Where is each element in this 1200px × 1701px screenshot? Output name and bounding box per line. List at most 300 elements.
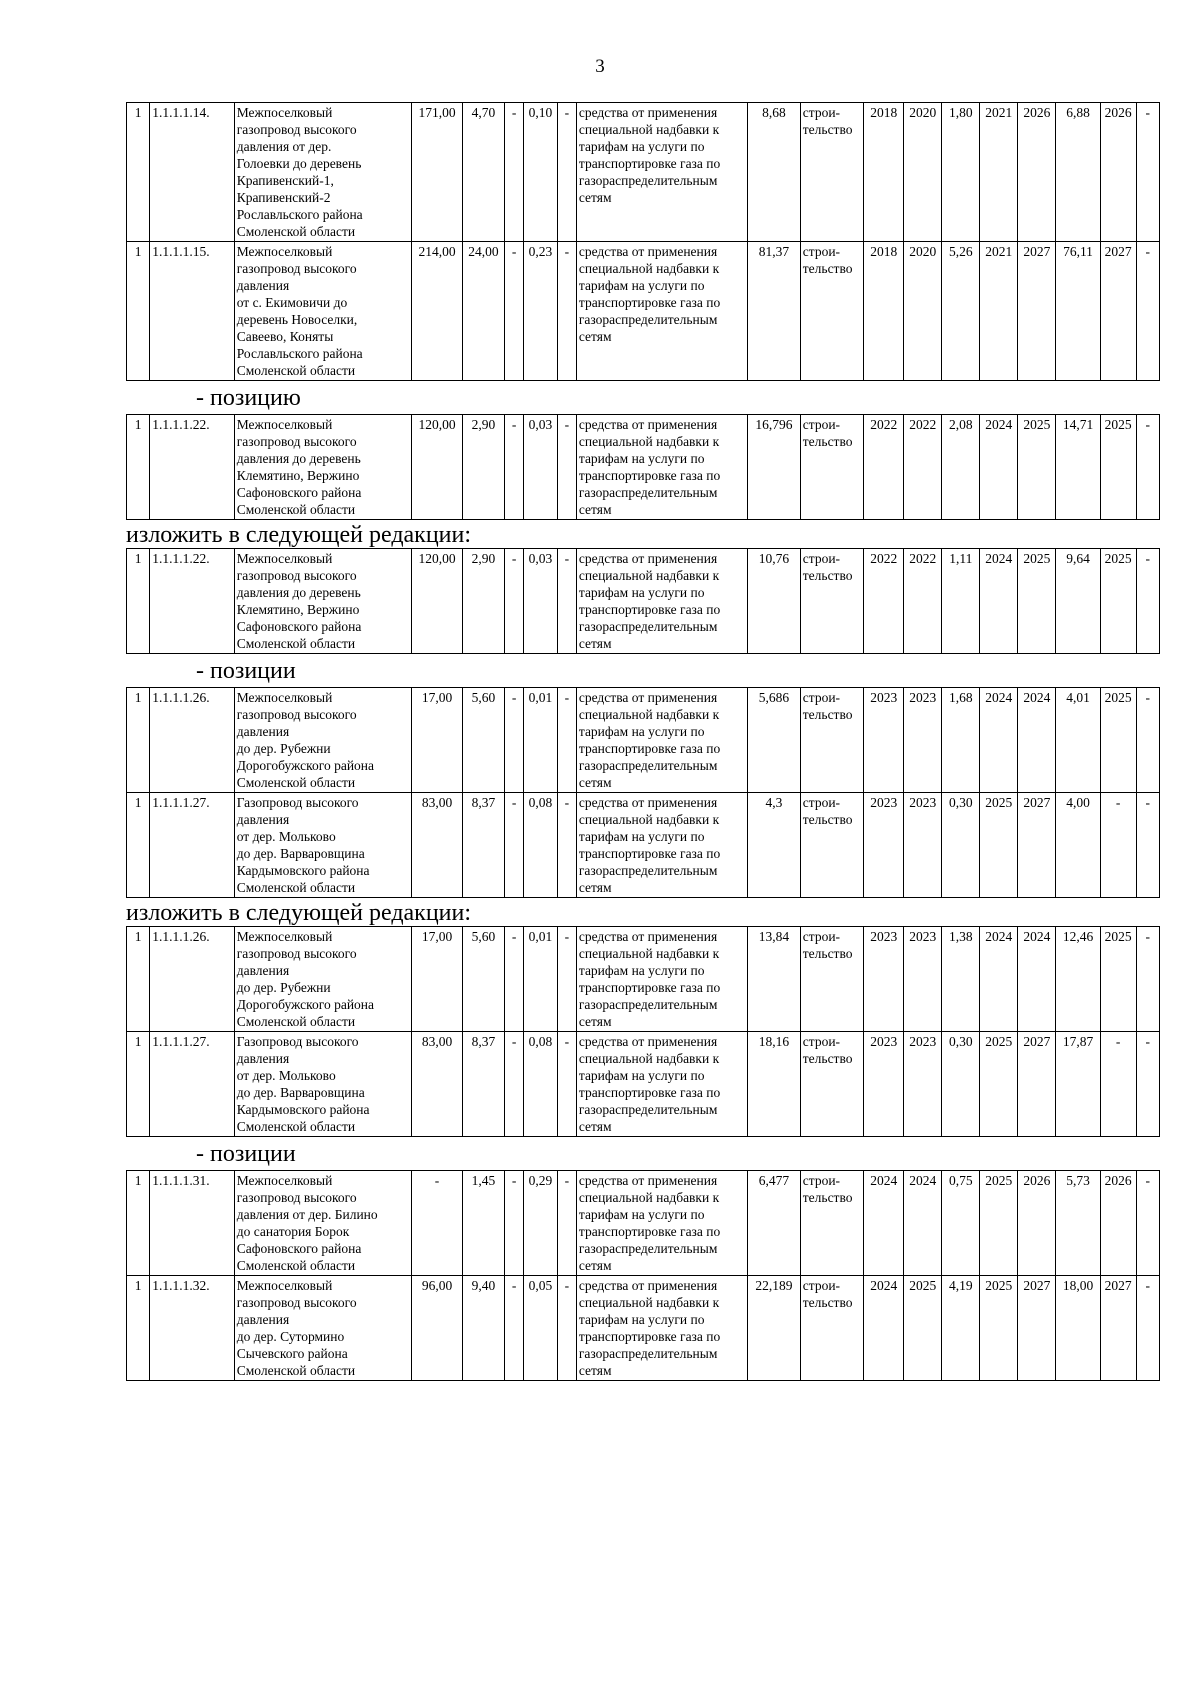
cell-line: средства от применения <box>578 1278 718 1293</box>
cell-c4: 0,01 <box>524 688 558 793</box>
cell-last: - <box>1136 793 1159 898</box>
cell-v2: 18,00 <box>1056 1276 1100 1381</box>
cell-y4: 2025 <box>1018 415 1056 520</box>
cell-line: от с. Екимовичи до <box>236 295 348 310</box>
cell-line: Кардымовского района <box>236 863 370 878</box>
cell-c4: 0,08 <box>524 1032 558 1137</box>
cell-src <box>576 1171 747 1276</box>
cell-desc <box>234 793 411 898</box>
cell-cost: 10,76 <box>747 549 800 654</box>
cell-line: Клемятино, Вержино <box>236 468 360 483</box>
cell-c5: - <box>557 793 576 898</box>
cell-line: газораспределительным <box>578 173 718 188</box>
cell-y1: 2022 <box>864 415 904 520</box>
cell-line: тельство <box>802 1295 853 1310</box>
cell-line: тельство <box>802 1051 853 1066</box>
cell-idx: 1 <box>127 415 150 520</box>
cell-line: транспортировке газа по <box>578 295 721 310</box>
cell-c4: 0,05 <box>524 1276 558 1381</box>
cell-c5: - <box>557 103 576 242</box>
cell-cost: 18,16 <box>747 1032 800 1137</box>
cell-line: до дер. Сутормино <box>236 1329 345 1344</box>
cell-c2: 9,40 <box>462 1276 504 1381</box>
cell-line: тельство <box>802 434 853 449</box>
cell-line: деревень Новоселки, <box>236 312 358 327</box>
cell-line: сетям <box>578 775 612 790</box>
spacer <box>126 1381 1160 1395</box>
cell-code: 1.1.1.1.32. <box>150 1276 234 1381</box>
cell-line: газораспределительным <box>578 485 718 500</box>
cell-v2: 9,64 <box>1056 549 1100 654</box>
cell-src <box>576 927 747 1032</box>
cell-y5: 2027 <box>1100 1276 1136 1381</box>
cell-line: средства от применения <box>578 244 718 259</box>
cell-type <box>800 688 863 793</box>
cell-line: газораспределительным <box>578 758 718 773</box>
cell-desc <box>234 549 411 654</box>
cell-c5: - <box>557 549 576 654</box>
cell-c5: - <box>557 1276 576 1381</box>
cell-line: Межпоселковый <box>236 929 333 944</box>
cell-line: Голоевки до деревень <box>236 156 362 171</box>
cell-last: - <box>1136 927 1159 1032</box>
cell-code: 1.1.1.1.26. <box>150 927 234 1032</box>
cell-line: давления <box>236 812 290 827</box>
cell-c3: - <box>505 242 524 381</box>
cell-idx: 1 <box>127 242 150 381</box>
cell-line: тарифам на услуги по <box>578 585 705 600</box>
cell-line: средства от применения <box>578 795 718 810</box>
cell-y1: 2023 <box>864 1032 904 1137</box>
cell-idx: 1 <box>127 1276 150 1381</box>
cell-code: 1.1.1.1.31. <box>150 1171 234 1276</box>
cell-line: строи- <box>802 1278 841 1293</box>
positions-table <box>126 414 1160 520</box>
cell-y3: 2025 <box>980 793 1018 898</box>
cell-line: Рославльского района <box>236 346 363 361</box>
cell-v1: 5,26 <box>942 242 980 381</box>
cell-v1: 4,19 <box>942 1276 980 1381</box>
cell-line: газопровод высокого <box>236 261 357 276</box>
cell-line: средства от применения <box>578 929 718 944</box>
cell-line: Межпоселковый <box>236 244 333 259</box>
table-row <box>127 549 1160 654</box>
cell-line: Дорогобужского района <box>236 997 375 1012</box>
cell-c5: - <box>557 1032 576 1137</box>
cell-last: - <box>1136 1032 1159 1137</box>
cell-y1: 2023 <box>864 927 904 1032</box>
cell-c2: 2,90 <box>462 549 504 654</box>
cell-c3: - <box>505 1032 524 1137</box>
cell-c1: 120,00 <box>412 549 463 654</box>
cell-y3: 2024 <box>980 688 1018 793</box>
cell-line: давления до деревень <box>236 585 361 600</box>
cell-line: тарифам на услуги по <box>578 451 705 466</box>
cell-idx: 1 <box>127 549 150 654</box>
cell-line: транспортировке газа по <box>578 741 721 756</box>
cell-y4: 2024 <box>1018 688 1056 793</box>
cell-line: Смоленской области <box>236 775 356 790</box>
cell-line: тарифам на услуги по <box>578 829 705 844</box>
cell-c1: 171,00 <box>412 103 463 242</box>
cell-line: Клемятино, Вержино <box>236 602 360 617</box>
cell-c1: 83,00 <box>412 1032 463 1137</box>
cell-y4: 2024 <box>1018 927 1056 1032</box>
cell-c3: - <box>505 1276 524 1381</box>
cell-line: Газопровод высокого <box>236 1034 359 1049</box>
cell-line: тельство <box>802 1190 853 1205</box>
cell-v1: 2,08 <box>942 415 980 520</box>
cell-code: 1.1.1.1.27. <box>150 793 234 898</box>
cell-line: от дер. Мольково <box>236 1068 336 1083</box>
cell-line: тарифам на услуги по <box>578 1207 705 1222</box>
cell-y1: 2018 <box>864 103 904 242</box>
cell-line: газопровод высокого <box>236 122 357 137</box>
section-header-position: - позицию <box>196 385 301 411</box>
cell-line: Межпоселковый <box>236 1278 333 1293</box>
cell-line: Дорогобужского района <box>236 758 375 773</box>
cell-y2: 2020 <box>904 242 942 381</box>
cell-line: специальной надбавки к <box>578 261 720 276</box>
positions-table <box>126 548 1160 654</box>
table-row <box>127 1171 1160 1276</box>
cell-v2: 17,87 <box>1056 1032 1100 1137</box>
cell-line: до санатория Борок <box>236 1224 350 1239</box>
cell-c2: 2,90 <box>462 415 504 520</box>
cell-line: Межпоселковый <box>236 690 333 705</box>
section-header-position: - позиции <box>196 658 296 684</box>
cell-last: - <box>1136 549 1159 654</box>
cell-line: давления от дер. Билино <box>236 1207 378 1222</box>
cell-line: специальной надбавки к <box>578 1295 720 1310</box>
section-header-new-edition: изложить в следующей редакции: <box>126 900 472 926</box>
cell-c3: - <box>505 549 524 654</box>
cell-c5: - <box>557 242 576 381</box>
cell-c2: 5,60 <box>462 688 504 793</box>
cell-c4: 0,01 <box>524 927 558 1032</box>
cell-line: газораспределительным <box>578 1241 718 1256</box>
cell-line: Сафоновского района <box>236 1241 362 1256</box>
cell-line: газораспределительным <box>578 1102 718 1117</box>
cell-line: сетям <box>578 1258 612 1273</box>
cell-c1: 120,00 <box>412 415 463 520</box>
cell-line: сетям <box>578 1014 612 1029</box>
cell-c1: 214,00 <box>412 242 463 381</box>
cell-line: до дер. Варваровщина <box>236 1085 365 1100</box>
cell-desc <box>234 688 411 793</box>
cell-v1: 1,80 <box>942 103 980 242</box>
cell-line: газораспределительным <box>578 863 718 878</box>
cell-line: строи- <box>802 417 841 432</box>
cell-c1: 17,00 <box>412 688 463 793</box>
cell-line: тарифам на услуги по <box>578 278 705 293</box>
cell-line: до дер. Рубежни <box>236 741 331 756</box>
cell-cost: 5,686 <box>747 688 800 793</box>
cell-line: сетям <box>578 502 612 517</box>
cell-line: строи- <box>802 795 841 810</box>
cell-idx: 1 <box>127 688 150 793</box>
cell-c4: 0,23 <box>524 242 558 381</box>
cell-c5: - <box>557 927 576 1032</box>
cell-line: от дер. Мольково <box>236 829 336 844</box>
cell-y5: 2026 <box>1100 1171 1136 1276</box>
cell-c2: 1,45 <box>462 1171 504 1276</box>
cell-c3: - <box>505 793 524 898</box>
cell-line: средства от применения <box>578 105 718 120</box>
cell-c3: - <box>505 415 524 520</box>
cell-line: Крапивенский-2 <box>236 190 331 205</box>
cell-line: специальной надбавки к <box>578 946 720 961</box>
cell-line: транспортировке газа по <box>578 602 721 617</box>
cell-last: - <box>1136 1276 1159 1381</box>
cell-type <box>800 927 863 1032</box>
cell-last: - <box>1136 242 1159 381</box>
cell-line: давления <box>236 278 290 293</box>
cell-c3: - <box>505 103 524 242</box>
cell-line: Кардымовского района <box>236 1102 370 1117</box>
cell-y5: - <box>1100 1032 1136 1137</box>
page-number: 3 <box>595 56 605 77</box>
cell-line: тарифам на услуги по <box>578 139 705 154</box>
cell-line: Сычевского района <box>236 1346 348 1361</box>
cell-line: тарифам на услуги по <box>578 724 705 739</box>
cell-desc <box>234 242 411 381</box>
cell-c2: 5,60 <box>462 927 504 1032</box>
cell-line: Сафоновского района <box>236 485 362 500</box>
cell-y4: 2027 <box>1018 1276 1056 1381</box>
cell-line: тельство <box>802 946 853 961</box>
cell-line: тельство <box>802 261 853 276</box>
cell-line: транспортировке газа по <box>578 846 721 861</box>
cell-y4: 2026 <box>1018 103 1056 242</box>
cell-idx: 1 <box>127 793 150 898</box>
cell-v2: 5,73 <box>1056 1171 1100 1276</box>
cell-y2: 2023 <box>904 927 942 1032</box>
cell-line: Межпоселковый <box>236 105 333 120</box>
cell-line: газопровод высокого <box>236 568 357 583</box>
table-row <box>127 927 1160 1032</box>
cell-c4: 0,03 <box>524 549 558 654</box>
cell-line: Смоленской области <box>236 636 356 651</box>
cell-line: строи- <box>802 1173 841 1188</box>
cell-src <box>576 242 747 381</box>
cell-y1: 2023 <box>864 793 904 898</box>
cell-line: специальной надбавки к <box>578 1190 720 1205</box>
cell-v2: 4,01 <box>1056 688 1100 793</box>
cell-line: специальной надбавки к <box>578 568 720 583</box>
cell-idx: 1 <box>127 103 150 242</box>
cell-y2: 2022 <box>904 549 942 654</box>
cell-line: газопровод высокого <box>236 946 357 961</box>
cell-line: давления <box>236 1312 290 1327</box>
cell-src <box>576 103 747 242</box>
cell-line: сетям <box>578 1363 612 1378</box>
cell-c1: 96,00 <box>412 1276 463 1381</box>
cell-y5: 2025 <box>1100 549 1136 654</box>
cell-y2: 2025 <box>904 1276 942 1381</box>
cell-line: строи- <box>802 929 841 944</box>
cell-cost: 81,37 <box>747 242 800 381</box>
cell-line: средства от применения <box>578 690 718 705</box>
cell-v1: 0,75 <box>942 1171 980 1276</box>
cell-line: сетям <box>578 329 612 344</box>
cell-desc <box>234 1171 411 1276</box>
cell-line: специальной надбавки к <box>578 707 720 722</box>
cell-line: специальной надбавки к <box>578 812 720 827</box>
cell-y2: 2023 <box>904 688 942 793</box>
cell-v2: 4,00 <box>1056 793 1100 898</box>
cell-y3: 2024 <box>980 927 1018 1032</box>
cell-y4: 2027 <box>1018 1032 1056 1137</box>
cell-line: строи- <box>802 105 841 120</box>
table-row <box>127 415 1160 520</box>
cell-line: тельство <box>802 812 853 827</box>
cell-type <box>800 1276 863 1381</box>
cell-line: Смоленской области <box>236 1258 356 1273</box>
cell-line: Смоленской области <box>236 1363 356 1378</box>
cell-line: газопровод высокого <box>236 1190 357 1205</box>
cell-line: давления <box>236 724 290 739</box>
cell-cost: 22,189 <box>747 1276 800 1381</box>
cell-y1: 2024 <box>864 1171 904 1276</box>
cell-line: транспортировке газа по <box>578 468 721 483</box>
cell-src <box>576 415 747 520</box>
cell-line: Рославльского района <box>236 207 363 222</box>
cell-src <box>576 1276 747 1381</box>
cell-src <box>576 688 747 793</box>
section-header-position: - позиции <box>196 1141 296 1167</box>
cell-c4: 0,08 <box>524 793 558 898</box>
cell-type <box>800 242 863 381</box>
cell-line: Смоленской области <box>236 880 356 895</box>
cell-c2: 24,00 <box>462 242 504 381</box>
cell-line: давления от дер. <box>236 139 332 154</box>
cell-code: 1.1.1.1.15. <box>150 242 234 381</box>
cell-y2: 2022 <box>904 415 942 520</box>
cell-line: строи- <box>802 551 841 566</box>
cell-line: газораспределительным <box>578 312 718 327</box>
cell-line: тельство <box>802 122 853 137</box>
table-row <box>127 103 1160 242</box>
cell-line: сетям <box>578 1119 612 1134</box>
cell-idx: 1 <box>127 927 150 1032</box>
table-row <box>127 688 1160 793</box>
cell-y1: 2024 <box>864 1276 904 1381</box>
cell-line: транспортировке газа по <box>578 980 721 995</box>
cell-code: 1.1.1.1.22. <box>150 415 234 520</box>
cell-c1: - <box>412 1171 463 1276</box>
cell-line: транспортировке газа по <box>578 1329 721 1344</box>
cell-line: газораспределительным <box>578 997 718 1012</box>
cell-line: Газопровод высокого <box>236 795 359 810</box>
cell-line: строи- <box>802 1034 841 1049</box>
cell-c4: 0,10 <box>524 103 558 242</box>
cell-type <box>800 103 863 242</box>
cell-line: специальной надбавки к <box>578 434 720 449</box>
cell-y4: 2027 <box>1018 242 1056 381</box>
cell-cost: 4,3 <box>747 793 800 898</box>
cell-line: Смоленской области <box>236 363 356 378</box>
cell-line: тарифам на услуги по <box>578 1312 705 1327</box>
cell-line: специальной надбавки к <box>578 122 720 137</box>
cell-type <box>800 549 863 654</box>
cell-type <box>800 1032 863 1137</box>
cell-y3: 2024 <box>980 549 1018 654</box>
cell-c5: - <box>557 415 576 520</box>
cell-line: давления <box>236 963 290 978</box>
cell-v1: 0,30 <box>942 1032 980 1137</box>
cell-line: тарифам на услуги по <box>578 1068 705 1083</box>
table-row <box>127 1032 1160 1137</box>
cell-y2: 2024 <box>904 1171 942 1276</box>
cell-line: Смоленской области <box>236 224 356 239</box>
cell-last: - <box>1136 415 1159 520</box>
cell-y3: 2025 <box>980 1276 1018 1381</box>
cell-y3: 2025 <box>980 1171 1018 1276</box>
cell-line: Смоленской области <box>236 502 356 517</box>
cell-c5: - <box>557 688 576 793</box>
cell-y3: 2021 <box>980 242 1018 381</box>
cell-src <box>576 793 747 898</box>
cell-y2: 2023 <box>904 793 942 898</box>
cell-line: сетям <box>578 190 612 205</box>
cell-line: тельство <box>802 568 853 583</box>
cell-y2: 2023 <box>904 1032 942 1137</box>
cell-line: сетям <box>578 880 612 895</box>
cell-line: Межпоселковый <box>236 417 333 432</box>
cell-line: транспортировке газа по <box>578 156 721 171</box>
cell-y5: 2025 <box>1100 688 1136 793</box>
cell-code: 1.1.1.1.27. <box>150 1032 234 1137</box>
positions-table <box>126 687 1160 898</box>
cell-line: Сафоновского района <box>236 619 362 634</box>
cell-c2: 4,70 <box>462 103 504 242</box>
cell-line: газораспределительным <box>578 1346 718 1361</box>
cell-type <box>800 793 863 898</box>
cell-c1: 17,00 <box>412 927 463 1032</box>
cell-last: - <box>1136 1171 1159 1276</box>
cell-v2: 76,11 <box>1056 242 1100 381</box>
cell-v1: 1,38 <box>942 927 980 1032</box>
cell-type <box>800 1171 863 1276</box>
cell-desc <box>234 415 411 520</box>
cell-y3: 2021 <box>980 103 1018 242</box>
table-row <box>127 1276 1160 1381</box>
cell-v2: 6,88 <box>1056 103 1100 242</box>
cell-c4: 0,03 <box>524 415 558 520</box>
cell-idx: 1 <box>127 1171 150 1276</box>
cell-line: газопровод высокого <box>236 1295 357 1310</box>
cell-y4: 2027 <box>1018 793 1056 898</box>
cell-line: до дер. Варваровщина <box>236 846 365 861</box>
cell-v1: 1,11 <box>942 549 980 654</box>
cell-line: тарифам на услуги по <box>578 963 705 978</box>
positions-table <box>126 926 1160 1137</box>
cell-type <box>800 415 863 520</box>
cell-c2: 8,37 <box>462 793 504 898</box>
cell-code: 1.1.1.1.14. <box>150 103 234 242</box>
cell-desc <box>234 103 411 242</box>
cell-line: Смоленской области <box>236 1119 356 1134</box>
cell-cost: 13,84 <box>747 927 800 1032</box>
cell-c3: - <box>505 927 524 1032</box>
cell-cost: 8,68 <box>747 103 800 242</box>
cell-desc <box>234 1276 411 1381</box>
cell-line: средства от применения <box>578 1034 718 1049</box>
cell-line: Межпоселковый <box>236 551 333 566</box>
cell-line: транспортировке газа по <box>578 1224 721 1239</box>
cell-y3: 2025 <box>980 1032 1018 1137</box>
